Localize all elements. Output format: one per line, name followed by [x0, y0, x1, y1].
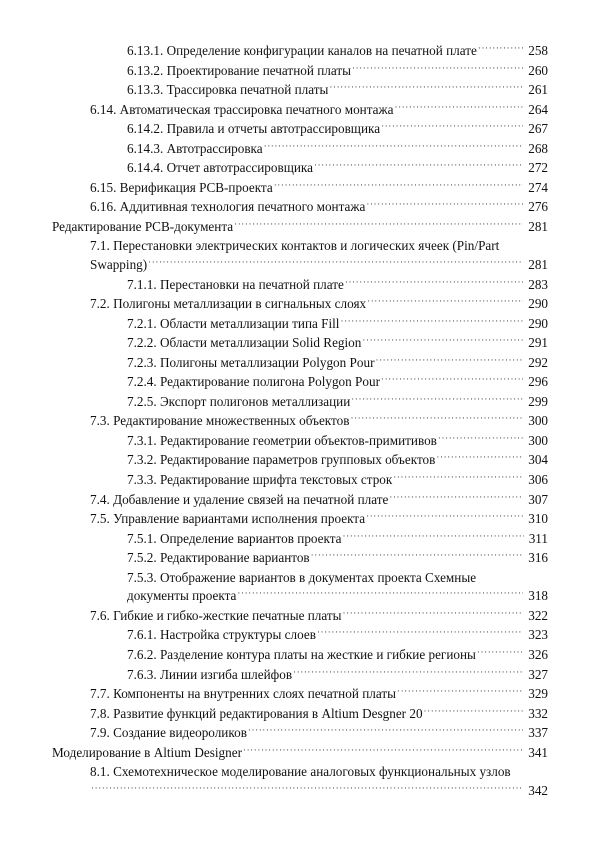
- toc-entry-title: 6.13.1. Определение конфигурации каналов на печатной плате: [127, 43, 477, 58]
- dot-leader: [352, 59, 523, 78]
- toc-entry[interactable]: [0, 237, 600, 275]
- dot-leader: [317, 623, 523, 642]
- dot-leader: [340, 312, 523, 331]
- toc-entry-page-number: 272: [528, 160, 548, 176]
- toc-entry-title: Редактирование PCB-документа: [52, 218, 234, 234]
- toc-entry-page-number: 276: [528, 199, 548, 215]
- dot-leader: [366, 507, 523, 526]
- toc-entry-title: 6.14.4. Отчет автотрассировщика: [127, 160, 313, 176]
- toc-entry-page-number: 292: [528, 354, 548, 370]
- toc-entry-page-number: 290: [528, 315, 548, 331]
- toc-entry-page-number: 342: [528, 782, 548, 798]
- dot-leader: [478, 39, 523, 58]
- toc-entry-page-number: 311: [528, 530, 548, 546]
- dot-leader: [314, 156, 523, 175]
- toc-entry-page-number: 261: [528, 82, 548, 98]
- toc-entry-title: 6.13.2. Проектирование печатной платы: [127, 62, 351, 78]
- dot-leader: [345, 273, 523, 292]
- toc-entry-page-number: 281: [528, 257, 548, 273]
- toc-entry-page-number: 264: [528, 101, 548, 117]
- toc-entry-title: 7.5.2. Редактирование вариантов: [127, 550, 310, 566]
- dot-leader: [389, 488, 523, 507]
- toc-entry-page-number: 291: [528, 335, 548, 351]
- toc-entry[interactable]: [0, 763, 600, 801]
- toc-entry-line: [52, 744, 548, 764]
- toc-entry-title: 7.8. Развитие функций редактирования в Altium Desgner 20: [90, 705, 423, 721]
- toc-entry-page-number: 318: [528, 588, 548, 604]
- toc-entry-title: 7.2.2. Области металлизации Solid Region: [127, 335, 362, 351]
- toc-entry-title-line1: 7.5.3. Отображение вариантов в документах проекта Схемные: [127, 569, 477, 585]
- dot-leader: [243, 741, 523, 760]
- toc-entry[interactable]: [0, 744, 600, 764]
- dot-leader: [248, 721, 523, 740]
- toc-entry-page-number: 307: [528, 491, 548, 507]
- dot-leader: [350, 409, 523, 428]
- toc-entry-line: [90, 782, 548, 802]
- dot-leader: [237, 584, 523, 603]
- toc-entry-title: документы проекта: [127, 588, 237, 604]
- dot-leader: [436, 448, 523, 467]
- toc-entry-title: 7.2.4. Редактирование полигона Polygon Pour: [127, 374, 380, 390]
- dot-leader: [367, 292, 523, 311]
- toc-entry-page-number: 337: [528, 725, 548, 741]
- dot-leader: [264, 137, 524, 156]
- toc-entry-page-number: 296: [528, 374, 548, 390]
- dot-leader: [351, 390, 523, 409]
- dot-leader: [91, 779, 523, 798]
- toc-entry-title: 7.3.2. Редактирование параметров групповых объектов: [127, 452, 436, 468]
- toc-entry[interactable]: [0, 569, 600, 607]
- toc-entry-title: 7.4. Добавление и удаление связей на печатной плате: [90, 491, 389, 507]
- toc-entry-title: 7.6.2. Разделение контура платы на жесткие и гибкие регионы: [127, 646, 476, 662]
- dot-leader: [362, 331, 523, 350]
- dot-leader: [438, 429, 523, 448]
- toc-entry-title: 7.5. Управление вариантами исполнения проекта: [90, 511, 366, 527]
- toc-entry-title: 7.6.3. Линии изгиба шлейфов: [127, 666, 293, 682]
- toc-entry-title: 6.15. Верификация PCB-проекта: [90, 179, 273, 195]
- toc-entry-title-line1: 7.1. Перестановки электрических контактов и логических ячеек (Pin/Part: [90, 238, 500, 254]
- toc-entry-title: Swapping): [90, 257, 148, 273]
- toc-entry-title: 7.6.1. Настройка структуры слоев: [127, 627, 316, 643]
- dot-leader: [393, 468, 523, 487]
- toc-entry-page-number: 327: [528, 666, 548, 682]
- toc-entry-page-number: 290: [528, 296, 548, 312]
- toc-entry-page-number: 274: [528, 179, 548, 195]
- toc-entry-page-number: 316: [528, 550, 548, 566]
- toc-entry-page-number: 341: [528, 744, 548, 760]
- dot-leader: [381, 370, 523, 389]
- dot-leader: [234, 215, 523, 234]
- dot-leader: [329, 78, 523, 97]
- toc-entry-line: [127, 549, 548, 569]
- toc-entry-page-number: 258: [528, 43, 548, 58]
- dot-leader: [477, 643, 523, 662]
- dot-leader: [274, 176, 524, 195]
- dot-leader: [148, 253, 523, 272]
- toc-entry-title: 7.3. Редактирование множественных объектов: [90, 413, 350, 429]
- toc-entry-title: 7.3.1. Редактирование геометрии объектов-примитивов: [127, 432, 437, 448]
- toc-entry-page-number: 281: [528, 218, 548, 234]
- dot-leader: [375, 351, 523, 370]
- toc-entry-title-line1: 8.1. Схемотехническое моделирование аналоговых функциональных узлов: [90, 764, 511, 780]
- dot-leader: [397, 682, 523, 701]
- toc-entry-page-number: 268: [528, 140, 548, 156]
- toc-entry-page-number: 329: [528, 686, 548, 702]
- toc-entry-page-number: 332: [528, 705, 548, 721]
- toc-entry-title: 7.9. Создание видеороликов: [90, 725, 247, 741]
- toc-entry-page-number: 283: [528, 276, 548, 292]
- toc-entry-page-number: 260: [528, 62, 548, 78]
- toc-entry-page-number: 300: [528, 432, 548, 448]
- toc-entry-page-number: 304: [528, 452, 548, 468]
- dot-leader: [293, 663, 523, 682]
- toc-entry-page-number: 267: [528, 121, 548, 137]
- dot-leader: [394, 98, 523, 117]
- toc-entry-title: 7.2.5. Экспорт полигонов металлизации: [127, 393, 351, 409]
- toc-entry-title: 7.1.1. Перестановки на печатной плате: [127, 276, 344, 292]
- dot-leader: [366, 195, 523, 214]
- toc-entry-title: 6.14.3. Автотрассировка: [127, 140, 263, 156]
- toc-entry-title: 6.14. Автоматическая трассировка печатного монтажа: [90, 101, 394, 117]
- toc-entry-page-number: 306: [528, 472, 548, 488]
- toc-entry-title: Моделирование в Altium Designer: [52, 744, 242, 760]
- toc-entry[interactable]: [0, 218, 600, 238]
- toc-entry-title: 7.2. Полигоны металлизации в сигнальных слоях: [90, 296, 367, 312]
- toc-entry-line: [52, 218, 548, 238]
- dot-leader: [381, 117, 523, 136]
- dot-leader: [311, 546, 524, 565]
- toc-entry-title: 6.16. Аддитивная технология печатного монтажа: [90, 199, 366, 215]
- dot-leader: [343, 604, 524, 623]
- toc-entry-title: 7.3.3. Редактирование шрифта текстовых строк: [127, 472, 393, 488]
- toc-entry-page-number: 310: [528, 511, 548, 527]
- toc-entry[interactable]: [0, 549, 600, 569]
- toc-entry-page-number: 322: [528, 607, 548, 623]
- toc-entry-page-number: 323: [528, 627, 548, 643]
- toc-entry-title: 7.2.3. Полигоны металлизации Polygon Pour: [127, 354, 375, 370]
- toc-entry-page-number: 299: [528, 393, 548, 409]
- toc-entry-page-number: 326: [528, 646, 548, 662]
- toc-entry-title: 7.2.1. Области металлизации типа Fill: [127, 315, 340, 331]
- toc-entry-title: 7.7. Компоненты на внутренних слоях печатной платы: [90, 686, 396, 702]
- toc-entry-title: 6.14.2. Правила и отчеты автотрассировщика: [127, 121, 381, 137]
- toc-entry-title: 7.5.1. Определение вариантов проекта: [127, 530, 342, 546]
- table-of-contents: [0, 42, 600, 801]
- dot-leader: [343, 527, 524, 546]
- toc-entry-title: 6.13.3. Трассировка печатной платы: [127, 82, 329, 98]
- toc-entry-page-number: 300: [528, 413, 548, 429]
- dot-leader: [424, 702, 524, 721]
- toc-entry-title: 7.6. Гибкие и гибко-жесткие печатные платы: [90, 607, 342, 623]
